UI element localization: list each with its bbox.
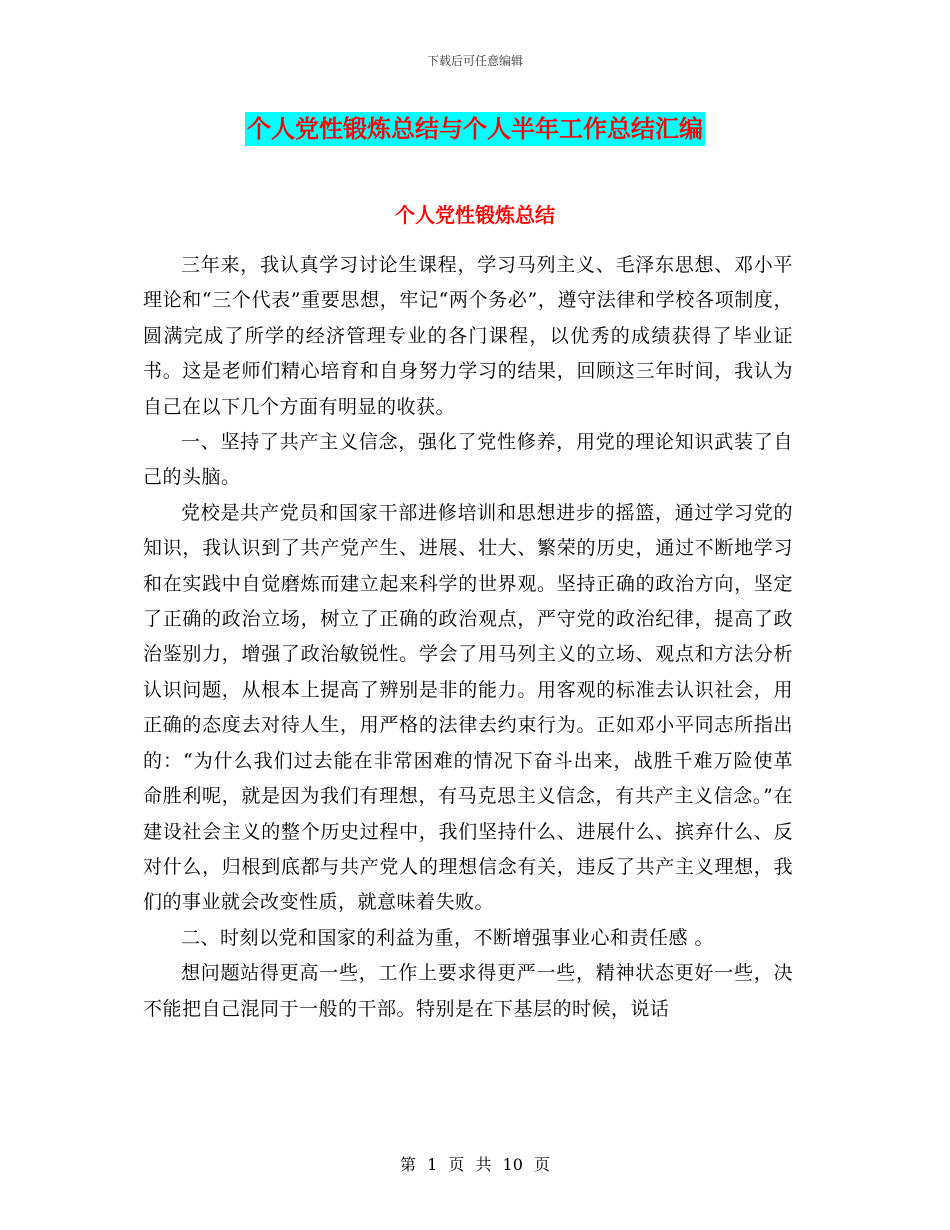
document-body xyxy=(143,248,793,1027)
header-note: 下载后可任意编辑 xyxy=(426,54,523,68)
paragraph: 想问题站得更高一些，工作上要求得更严一些，精神状态更好一些，决不能把自己混同于一般的干部。特别是在下基层的时候，说话 xyxy=(143,962,793,1020)
page-number: 第 1 页 共 10 页 xyxy=(400,1155,550,1174)
paragraph: 一、坚持了共产主义信念，强化了党性修养，用党的理论知识武装了自己的头脑。 xyxy=(143,431,793,489)
paragraph: 二、时刻以党和国家的利益为重，不断增强事业心和责任感 。 xyxy=(181,926,715,949)
paragraph: 三年来，我认真学习讨论生课程，学习马列主义、毛泽东思想、邓小平理论和“三个代表”重要思想，牢记“两个务必”，遵守法律和学校各项制度，圆满完成了所学的经济管理专业的各门课程，以优秀的成绩获得了毕业证书。这是老师们精心培育和自身努力学习的结果，回顾这三年时间，我认为自己在以下几个方面有明显的收获。 xyxy=(143,254,793,418)
document-title: 个人党性锻炼总结与个人半年工作总结汇编 xyxy=(245,112,705,146)
paragraph: 党校是共产党员和国家干部进修培训和思想进步的摇篮，通过学习党的知识，我认识到了共产党产生、进展、壮大、繁荣的历史，通过不断地学习和在实践中自觉磨炼而建立起来科学的世界观。坚持正确的政治方向，坚定了正确的政治立场，树立了正确的政治观点，严守党的政治纪律，提高了政治鉴别力，增强了政治敏锐性。学会了用马列主义的立场、观点和方法分析认识问题，从根本上提高了辨别是非的能力。用客观的标准去认识社会，用正确的态度去对待人生，用严格的法律去约束行为。正如邓小平同志所指出的：“为什么我们过去能在非常困难的情况下奋斗出来，战胜千难万险使革命胜利呢，就是因为我们有理想，有马克思主义信念，有共产主义信念。”在建设社会主义的整个历史过程中，我们坚持什么、进展什么、摈弃什么、反对什么，归根到底都与共产党人的理想信念有关，违反了共产主义理想，我们的事业就会改变性质，就意味着失败。 xyxy=(143,501,793,914)
section-title: 个人党性锻炼总结 xyxy=(395,203,555,227)
document-title-container xyxy=(0,112,950,146)
